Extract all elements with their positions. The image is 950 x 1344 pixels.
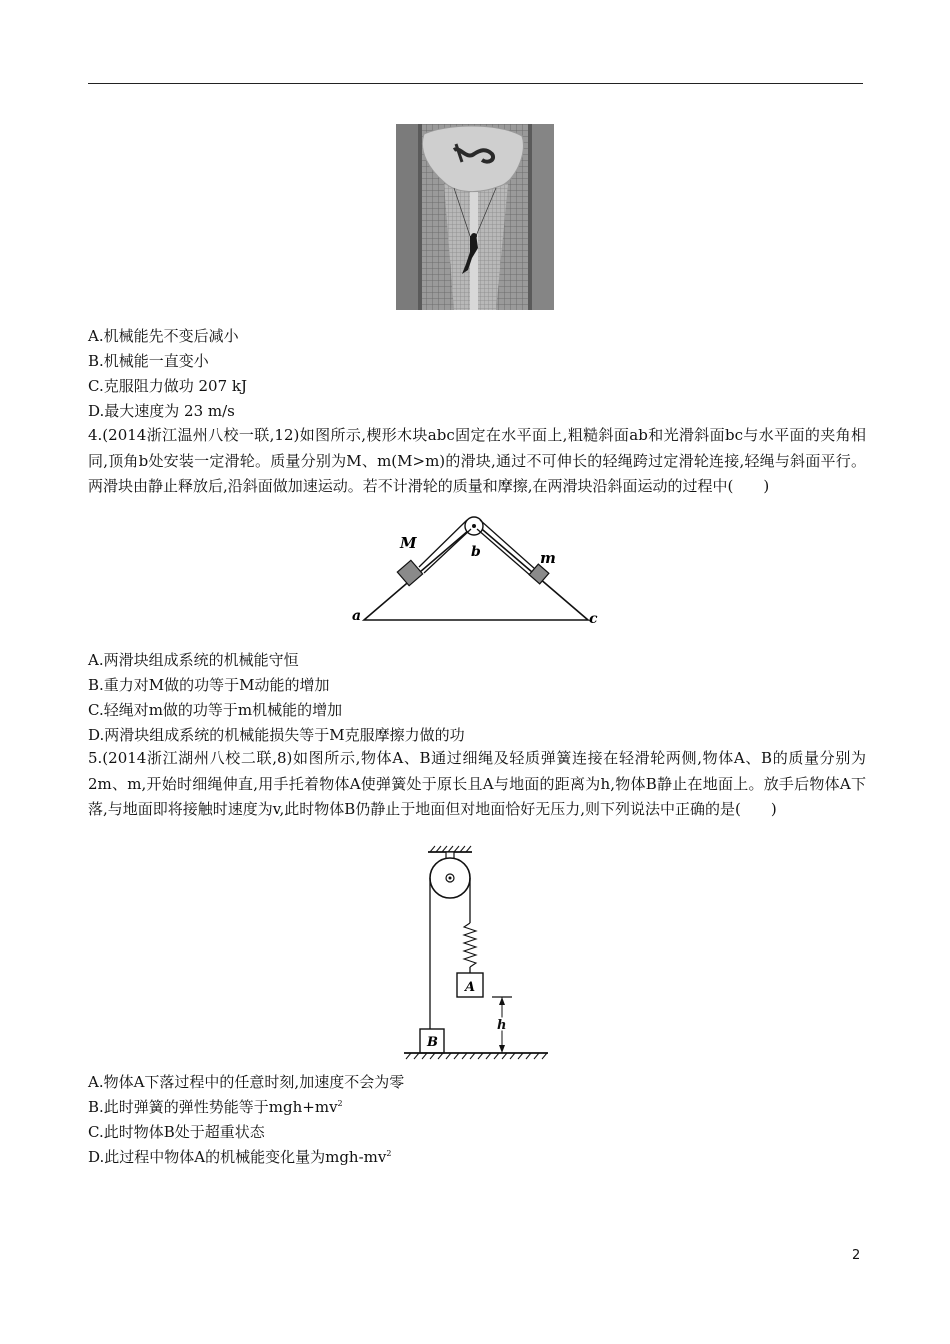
label-h: h [497, 1018, 507, 1033]
q3-option-d: D.最大速度为 23 m/s [88, 402, 235, 420]
q5-option-d-text: D.此过程中物体A的机械能变化量为mgh-mv [88, 1148, 387, 1166]
q5-option-a: A.物体A下落过程中的任意时刻,加速度不会为零 [88, 1073, 405, 1091]
label-A: A [465, 980, 476, 995]
label-b: b [471, 544, 481, 560]
q4-option-b: B.重力对M做的功等于M动能的增加 [88, 676, 330, 694]
label-B: B [427, 1035, 438, 1050]
q5-option-c: C.此时物体B处于超重状态 [88, 1123, 265, 1141]
q4-option-a: A.两滑块组成系统的机械能守恒 [88, 651, 299, 669]
q5-option-b [88, 1097, 343, 1117]
label-c: c [589, 611, 598, 627]
wedge-pulley-diagram [344, 516, 604, 632]
pulley-spring-diagram [400, 843, 552, 1061]
q4-option-d: D.两滑块组成系统的机械能损失等于M克服摩擦力做的功 [88, 726, 465, 744]
q3-option-b: B.机械能一直变小 [88, 352, 209, 370]
block-M [397, 560, 422, 585]
q5-option-b-text: B.此时弹簧的弹性势能等于mgh+mv [88, 1098, 338, 1116]
q5-option-d [88, 1147, 391, 1167]
page-number: 2 [852, 1248, 861, 1263]
parachute-photo [396, 124, 554, 310]
q3-option-a: A.机械能先不变后减小 [88, 327, 239, 345]
q3-option-c: C.克服阻力做功 207 kJ [88, 377, 247, 395]
label-a: a [352, 608, 362, 624]
q4-option-c: C.轻绳对m做的功等于m机械能的增加 [88, 701, 343, 719]
label-m: m [540, 549, 556, 567]
q4-stem: 4.(2014浙江温州八校一联,12)如图所示,楔形木块abc固定在水平面上,粗糙斜面ab和光滑斜面bc与水平面的夹角相同,顶角b处安装一定滑轮。质量分别为M、m(M>m)的滑块,通过不可伸长的轻绳跨过定滑轮连接,轻绳与斜面平行。两滑块由静止释放后,沿斜面做加速运动。若不计滑轮的质量和摩擦,在两滑块沿斜面运动的过程中( ) [88, 426, 866, 495]
q5-stem: 5.(2014浙江湖州八校二联,8)如图所示,物体A、B通过细绳及轻质弹簧连接在轻滑轮两侧,物体A、B的质量分别为2m、m,开始时细绳伸直,用手托着物体A使弹簧处于原长且A与地面的距离为h,物体B静止在地面上。放手后物体A下落,与地面即将接触时速度为v,此时物体B仍静止于地面但对地面恰好无压力,则下列说法中正确的是( ) [88, 749, 866, 818]
header-rule [88, 83, 863, 84]
spring [464, 923, 476, 967]
label-M: M [400, 534, 417, 552]
q5-option-b-sup: 2 [337, 1099, 343, 1108]
q5-option-d-sup: 2 [386, 1149, 392, 1158]
